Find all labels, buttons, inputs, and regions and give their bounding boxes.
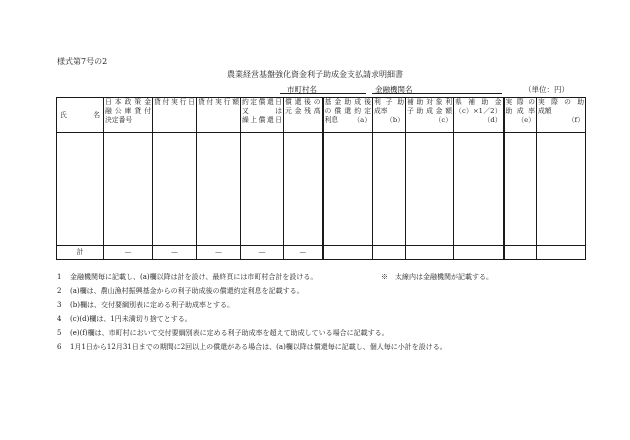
header-actual-rate-e: 実際の 助成率 （e） — [504, 98, 537, 133]
note-item: 4 (c)(d)欄は、1円未満切り捨てとする。 — [57, 315, 192, 323]
note-item: 1 金融機関毎に記載し、(a)欄以降は計を設け、最終頁には市町村合計を設ける。 — [57, 273, 318, 281]
entry-cell[interactable] — [454, 133, 504, 246]
total-cell[interactable] — [537, 246, 586, 260]
total-cell[interactable] — [406, 246, 454, 260]
header-row — [57, 98, 586, 133]
entry-cell[interactable] — [373, 133, 406, 246]
entry-cell[interactable] — [537, 133, 586, 246]
municipality-label: 市町村名 — [287, 85, 317, 94]
municipality-underline — [280, 93, 366, 94]
header-subsidy-rate-b: 利子助 成率 （b） — [373, 98, 406, 133]
note-item: 2 (a)欄は、農山漁村振興基金からの利子助成後の償還約定利息を記載する。 — [57, 287, 304, 295]
total-dash: — — [241, 246, 284, 260]
header-principal-balance: 償還後の 元金残高 — [284, 98, 323, 133]
total-label: 計 — [57, 246, 104, 260]
institution-underline — [372, 93, 502, 94]
total-dash: — — [284, 246, 323, 260]
total-dash: — — [153, 246, 197, 260]
entry-cell[interactable] — [104, 133, 153, 246]
unit-label: （単位：円） — [524, 85, 569, 94]
header-actual-amount-f: 実際の助 成額 （f） — [537, 98, 586, 133]
form-number-label: 様式第7号の2 — [57, 57, 108, 66]
header-prefecture-subsidy-d: 県 補 助 金 （c）×1／2） （d） — [454, 98, 504, 133]
header-loan-date: 貸付実行日 — [153, 98, 197, 133]
header-interest-a: 基金助成後 の償還約定 利息 （a） — [323, 98, 373, 133]
total-cell[interactable] — [454, 246, 504, 260]
total-cell[interactable] — [323, 246, 373, 260]
thick-border-note: ※ 太線内は金融機関が記載する。 — [381, 273, 493, 281]
detail-table — [56, 97, 586, 260]
total-row — [57, 246, 586, 260]
header-subsidy-amount-c: 補助対象利 子助成金額 （c） — [406, 98, 454, 133]
header-loan-amount: 貸付実行額 — [197, 98, 241, 133]
institution-label: 金融機関名 — [375, 85, 413, 94]
header-name: 氏 名 — [57, 98, 104, 133]
entry-cell[interactable] — [57, 133, 104, 246]
document-title: 農業経営基盤強化資金利子助成金支払請求明細書 — [227, 70, 403, 79]
entry-cell[interactable] — [153, 133, 197, 246]
header-loan-decision-number: 日本政策金 融公庫貸付 決定番号 — [104, 98, 153, 133]
note-item: 6 1月1日から12月31日までの期間に2回以上の償還がある場合は、(a)欄以降は償還毎に記載し、個人毎に小計を設ける。 — [57, 343, 447, 351]
entry-area-row — [57, 133, 586, 246]
header-repayment-date: 約定償還日 又 は 繰上償還日 — [241, 98, 284, 133]
note-item: 3 (b)欄は、交付要綱別表に定める利子助成率とする。 — [57, 301, 234, 309]
entry-cell[interactable] — [504, 133, 537, 246]
total-dash: — — [104, 246, 153, 260]
entry-cell[interactable] — [323, 133, 373, 246]
entry-cell[interactable] — [241, 133, 284, 246]
entry-cell[interactable] — [284, 133, 323, 246]
entry-cell[interactable] — [406, 133, 454, 246]
total-dash: — — [197, 246, 241, 260]
note-item: 5 (e)(f)欄は、市町村において交付要綱別表に定める利子助成率を超えて助成している場合に記載する。 — [57, 329, 389, 337]
entry-cell[interactable] — [197, 133, 241, 246]
total-cell[interactable] — [504, 246, 537, 260]
total-cell[interactable] — [373, 246, 406, 260]
